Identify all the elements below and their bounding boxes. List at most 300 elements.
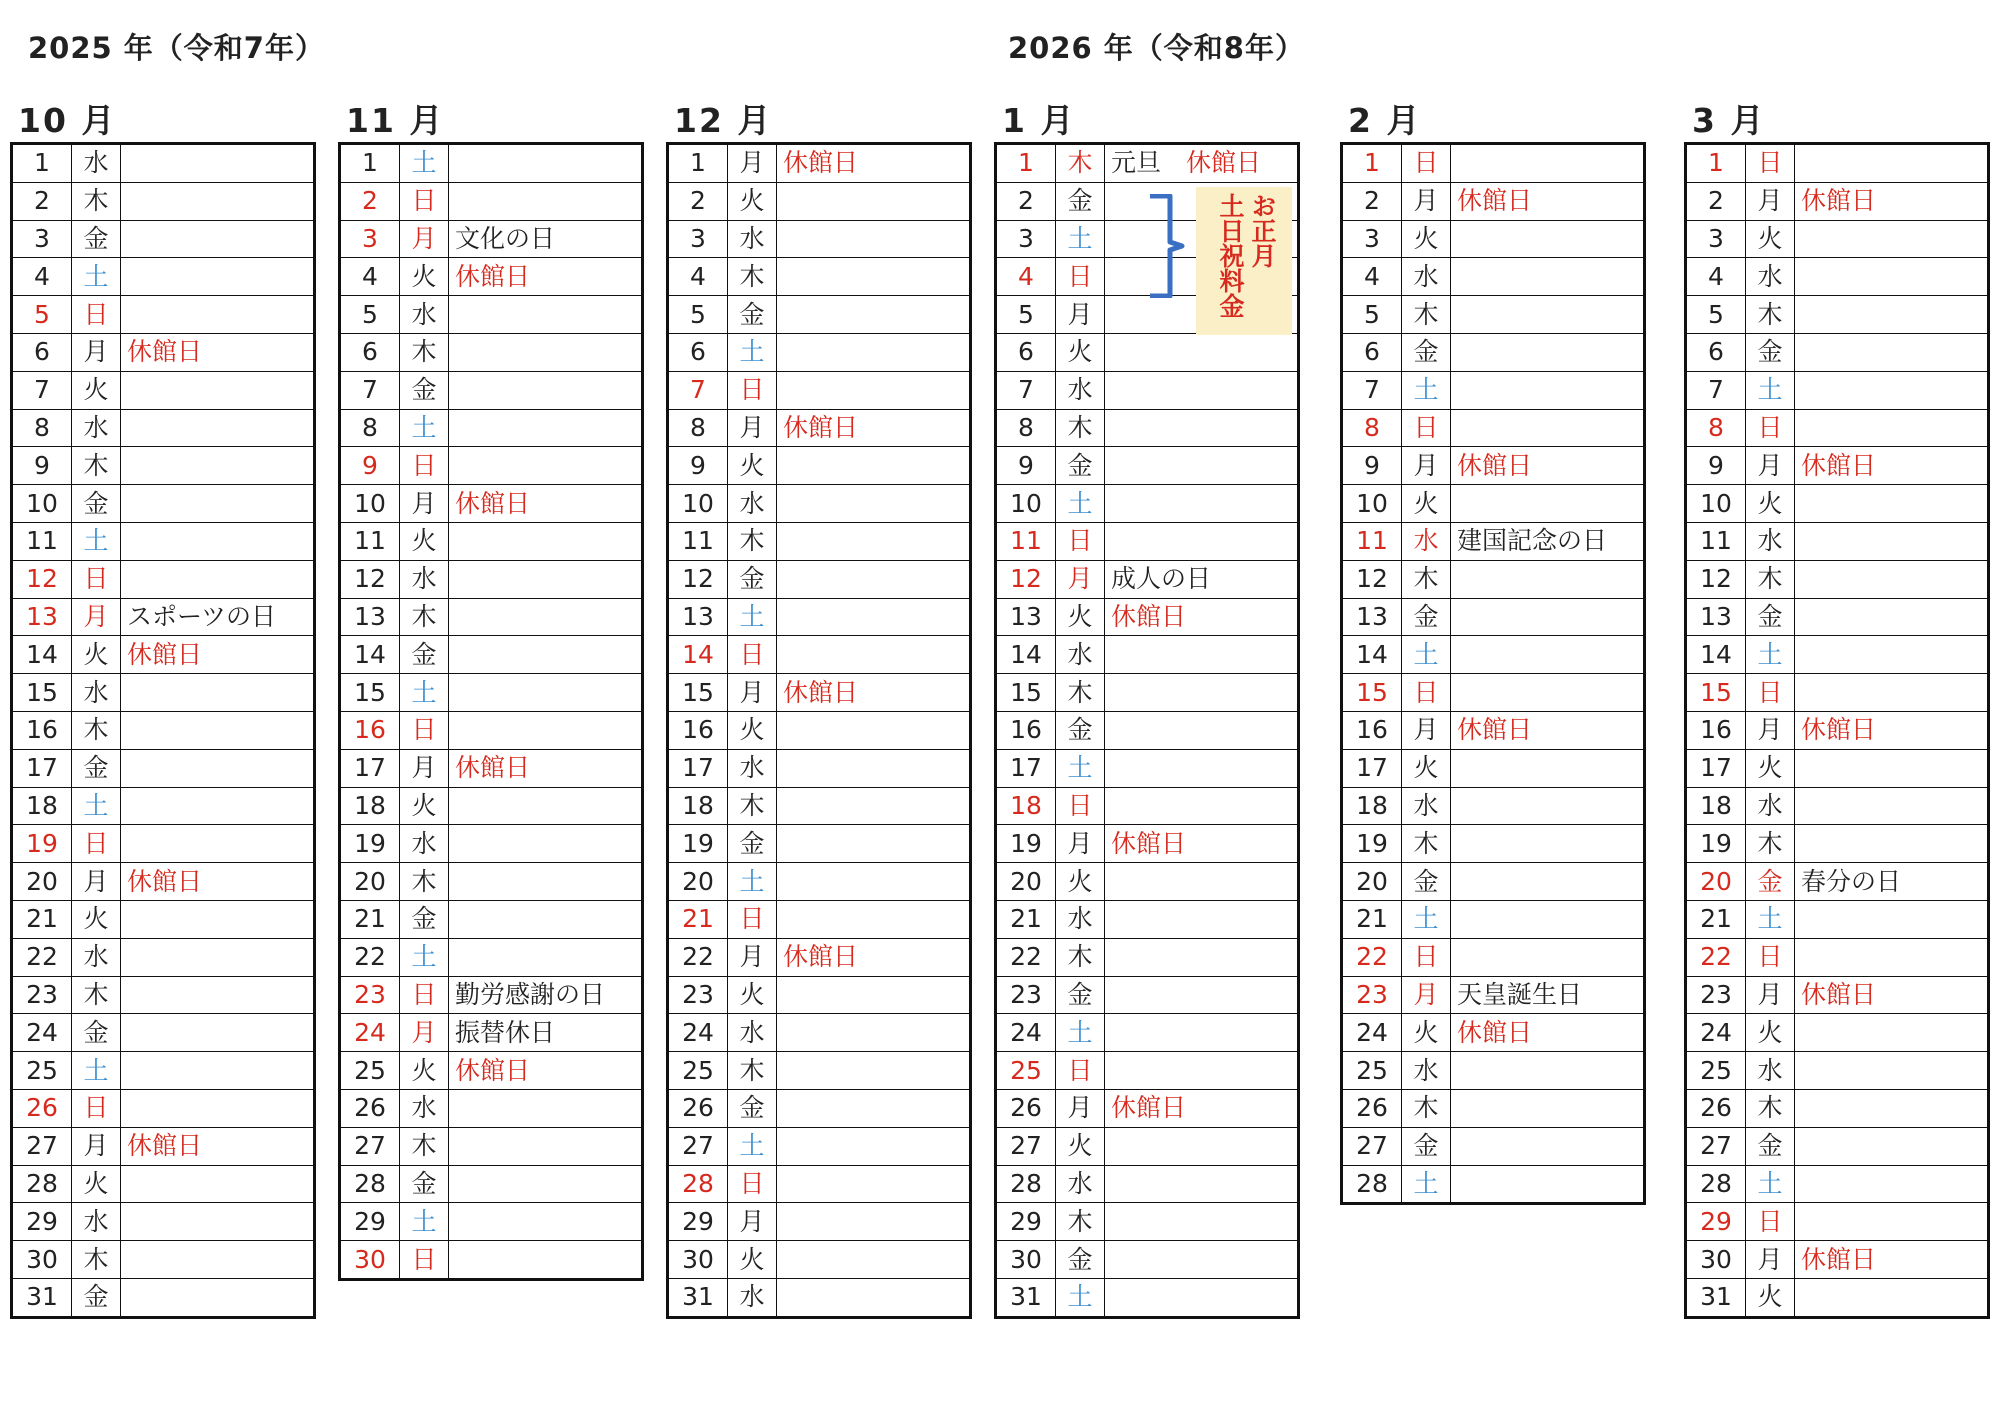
note-cell	[777, 1089, 971, 1127]
weekday-cell: 金	[1746, 1127, 1795, 1165]
note-cell	[777, 749, 971, 787]
note-cell: 休館日	[121, 636, 315, 674]
weekday-cell: 日	[1746, 674, 1795, 712]
note-cell	[777, 1203, 971, 1241]
weekday-cell: 金	[400, 1165, 449, 1203]
table-row	[12, 296, 315, 334]
weekday-cell: 金	[72, 749, 121, 787]
note-cell	[1105, 1278, 1299, 1317]
note-cell	[1451, 220, 1645, 258]
table-row	[668, 1127, 971, 1165]
weekday-cell: 土	[72, 522, 121, 560]
note-cell	[777, 1052, 971, 1090]
weekday-cell: 月	[1056, 296, 1105, 334]
note-cell	[449, 598, 643, 636]
note-cell	[777, 371, 971, 409]
table-row	[1342, 144, 1645, 183]
table-row	[1342, 447, 1645, 485]
note-cell	[121, 258, 315, 296]
month-title: 12 月	[674, 101, 773, 140]
shogatsu-note	[1196, 187, 1292, 335]
weekday-cell: 日	[728, 1165, 777, 1203]
note-cell	[1795, 825, 1989, 863]
date-cell: 11	[340, 522, 400, 560]
table-row	[340, 976, 643, 1014]
table-row	[996, 333, 1299, 371]
weekday-cell: 火	[1402, 749, 1451, 787]
table-row	[340, 1165, 643, 1203]
weekday-cell: 火	[728, 976, 777, 1014]
note-cell	[449, 1203, 643, 1241]
date-cell: 6	[1686, 333, 1746, 371]
table-row	[1686, 1089, 1989, 1127]
date-cell: 14	[996, 636, 1056, 674]
date-cell: 10	[996, 485, 1056, 523]
weekday-cell: 水	[728, 485, 777, 523]
note-cell: 休館日	[1451, 182, 1645, 220]
note-cell	[449, 371, 643, 409]
note-cell	[121, 144, 315, 183]
table-row	[996, 674, 1299, 712]
weekday-cell: 月	[72, 1127, 121, 1165]
note-cell	[1105, 711, 1299, 749]
weekday-cell: 金	[72, 220, 121, 258]
date-cell: 4	[340, 258, 400, 296]
note-cell	[777, 825, 971, 863]
table-row	[1342, 522, 1645, 560]
note-cell	[1451, 863, 1645, 901]
shogatsu-line2: 土日祝料金	[1216, 193, 1245, 318]
date-cell: 6	[1342, 333, 1402, 371]
date-cell: 20	[996, 863, 1056, 901]
note-cell	[1105, 674, 1299, 712]
weekday-cell: 金	[1402, 598, 1451, 636]
month-title: 1 月	[1002, 101, 1076, 140]
note-cell	[121, 825, 315, 863]
table-row	[668, 674, 971, 712]
weekday-cell: 月	[1402, 711, 1451, 749]
table-row	[996, 863, 1299, 901]
date-cell: 30	[996, 1241, 1056, 1279]
note-cell	[1105, 409, 1299, 447]
date-cell: 1	[340, 144, 400, 183]
weekday-cell: 日	[728, 636, 777, 674]
date-cell: 15	[340, 674, 400, 712]
note-cell	[1795, 258, 1989, 296]
note-cell	[449, 144, 643, 183]
date-cell: 21	[668, 900, 728, 938]
note-cell	[121, 674, 315, 712]
table-row	[12, 333, 315, 371]
table-row	[1686, 976, 1989, 1014]
date-cell: 12	[12, 560, 72, 598]
date-cell: 3	[340, 220, 400, 258]
date-cell: 16	[668, 711, 728, 749]
date-cell: 16	[996, 711, 1056, 749]
weekday-cell: 金	[1746, 333, 1795, 371]
note-cell	[449, 522, 643, 560]
date-cell: 27	[12, 1127, 72, 1165]
table-row	[668, 863, 971, 901]
weekday-cell: 木	[72, 1241, 121, 1279]
weekday-cell: 水	[72, 1203, 121, 1241]
weekday-cell: 日	[400, 711, 449, 749]
weekday-cell: 土	[400, 938, 449, 976]
note-cell	[121, 182, 315, 220]
weekday-cell: 水	[1402, 1052, 1451, 1090]
table-row	[340, 711, 643, 749]
note-cell	[121, 1014, 315, 1052]
date-cell: 23	[1342, 976, 1402, 1014]
date-cell: 2	[12, 182, 72, 220]
table-row	[1686, 220, 1989, 258]
table-row	[668, 976, 971, 1014]
table-row	[1342, 976, 1645, 1014]
date-cell: 19	[1342, 825, 1402, 863]
table-row	[12, 1089, 315, 1127]
note-cell	[1451, 938, 1645, 976]
weekday-cell: 土	[400, 144, 449, 183]
date-cell: 31	[996, 1278, 1056, 1317]
weekday-cell: 火	[400, 1052, 449, 1090]
table-row	[340, 560, 643, 598]
weekday-cell: 日	[1746, 409, 1795, 447]
weekday-cell: 日	[1056, 258, 1105, 296]
date-cell: 30	[12, 1241, 72, 1279]
table-row	[996, 636, 1299, 674]
note-cell	[121, 447, 315, 485]
table-row	[340, 371, 643, 409]
date-cell: 2	[1686, 182, 1746, 220]
date-cell: 8	[668, 409, 728, 447]
note-cell	[1795, 749, 1989, 787]
note-cell	[1105, 447, 1299, 485]
table-row	[668, 144, 971, 183]
date-cell: 26	[1686, 1089, 1746, 1127]
table-row	[12, 863, 315, 901]
note-cell	[1105, 636, 1299, 674]
table-row	[12, 976, 315, 1014]
weekday-cell: 日	[72, 825, 121, 863]
weekday-cell: 木	[1746, 825, 1795, 863]
weekday-cell: 日	[400, 1241, 449, 1280]
date-cell: 25	[12, 1052, 72, 1090]
weekday-cell: 火	[72, 636, 121, 674]
table-row	[340, 863, 643, 901]
weekday-cell: 火	[72, 371, 121, 409]
date-cell: 23	[1686, 976, 1746, 1014]
date-cell: 15	[1686, 674, 1746, 712]
note-cell	[1795, 1127, 1989, 1165]
date-cell: 28	[996, 1165, 1056, 1203]
note-cell: 休館日	[449, 1052, 643, 1090]
date-cell: 1	[996, 144, 1056, 183]
weekday-cell: 木	[72, 711, 121, 749]
date-cell: 25	[1686, 1052, 1746, 1090]
table-row	[668, 749, 971, 787]
date-cell: 22	[1686, 938, 1746, 976]
date-cell: 15	[996, 674, 1056, 712]
note-cell	[1795, 296, 1989, 334]
weekday-cell: 土	[1746, 371, 1795, 409]
date-cell: 9	[340, 447, 400, 485]
month-title: 11 月	[346, 101, 445, 140]
note-cell	[1105, 333, 1299, 371]
month-title: 10 月	[18, 101, 117, 140]
date-cell: 26	[668, 1089, 728, 1127]
table-row	[668, 296, 971, 334]
date-cell: 13	[340, 598, 400, 636]
date-cell: 30	[668, 1241, 728, 1279]
note-cell	[449, 1089, 643, 1127]
date-cell: 7	[668, 371, 728, 409]
note-cell: 天皇誕生日	[1451, 976, 1645, 1014]
weekday-cell: 水	[72, 674, 121, 712]
weekday-cell: 土	[1746, 900, 1795, 938]
note-cell: 休館日	[1795, 182, 1989, 220]
weekday-cell: 日	[1746, 144, 1795, 183]
table-row	[12, 636, 315, 674]
note-cell	[1795, 1278, 1989, 1317]
weekday-cell: 水	[1056, 636, 1105, 674]
weekday-cell: 土	[400, 674, 449, 712]
weekday-cell: 日	[1746, 938, 1795, 976]
date-cell: 8	[1342, 409, 1402, 447]
table-row	[1342, 182, 1645, 220]
date-cell: 14	[668, 636, 728, 674]
weekday-cell: 木	[728, 258, 777, 296]
table-row	[12, 1165, 315, 1203]
note-cell: 文化の日	[449, 220, 643, 258]
note-cell: 建国記念の日	[1451, 522, 1645, 560]
weekday-cell: 火	[1402, 1014, 1451, 1052]
weekday-cell: 木	[1746, 560, 1795, 598]
note-cell	[1105, 1052, 1299, 1090]
note-cell	[777, 485, 971, 523]
note-cell	[449, 900, 643, 938]
note-cell	[1451, 485, 1645, 523]
date-cell: 3	[668, 220, 728, 258]
date-cell: 27	[340, 1127, 400, 1165]
date-cell: 4	[1686, 258, 1746, 296]
note-cell	[449, 863, 643, 901]
table-row	[1342, 711, 1645, 749]
note-cell	[121, 1089, 315, 1127]
table-row	[1686, 1165, 1989, 1203]
table-row	[1342, 560, 1645, 598]
date-cell: 9	[996, 447, 1056, 485]
month-table	[10, 142, 316, 1319]
date-cell: 3	[1686, 220, 1746, 258]
date-cell: 1	[668, 144, 728, 183]
table-row	[996, 1014, 1299, 1052]
note-cell	[449, 1127, 643, 1165]
table-row	[668, 1165, 971, 1203]
weekday-cell: 水	[1746, 258, 1795, 296]
note-cell	[121, 1165, 315, 1203]
table-row	[340, 522, 643, 560]
date-cell: 30	[340, 1241, 400, 1280]
date-cell: 10	[1686, 485, 1746, 523]
weekday-cell: 月	[72, 863, 121, 901]
weekday-cell: 木	[1402, 825, 1451, 863]
weekday-cell: 火	[1746, 1278, 1795, 1317]
date-cell: 18	[12, 787, 72, 825]
table-row	[1686, 333, 1989, 371]
weekday-cell: 金	[1746, 863, 1795, 901]
table-row	[340, 674, 643, 712]
table-row	[12, 1278, 315, 1317]
date-cell: 24	[340, 1014, 400, 1052]
note-cell: 休館日	[777, 674, 971, 712]
note-cell: 春分の日	[1795, 863, 1989, 901]
note-cell	[1451, 560, 1645, 598]
date-cell: 13	[1686, 598, 1746, 636]
table-row	[12, 598, 315, 636]
weekday-cell: 火	[728, 447, 777, 485]
table-row	[340, 1014, 643, 1052]
table-row	[996, 1052, 1299, 1090]
weekday-cell: 土	[400, 1203, 449, 1241]
weekday-cell: 月	[1056, 560, 1105, 598]
table-row	[996, 1278, 1299, 1317]
table-row	[340, 1089, 643, 1127]
month-6	[1684, 100, 1990, 1319]
weekday-cell: 木	[1402, 1089, 1451, 1127]
weekday-cell: 木	[400, 333, 449, 371]
note-cell	[1105, 371, 1299, 409]
date-cell: 4	[1342, 258, 1402, 296]
table-row	[1686, 144, 1989, 183]
note-cell: 休館日	[1451, 711, 1645, 749]
note-cell	[449, 787, 643, 825]
weekday-cell: 土	[728, 598, 777, 636]
weekday-cell: 木	[1746, 1089, 1795, 1127]
note-cell	[1795, 598, 1989, 636]
weekday-cell: 土	[1402, 1165, 1451, 1204]
date-cell: 20	[1686, 863, 1746, 901]
closed-label: 休館日	[1161, 148, 1262, 178]
month-title: 3 月	[1692, 101, 1766, 140]
table-row	[12, 787, 315, 825]
note-cell	[1795, 1014, 1989, 1052]
note-cell	[1795, 560, 1989, 598]
weekday-cell: 土	[728, 333, 777, 371]
note-cell	[121, 409, 315, 447]
table-row	[1686, 636, 1989, 674]
table-row	[1686, 371, 1989, 409]
month-title: 2 月	[1348, 101, 1422, 140]
table-row	[1342, 333, 1645, 371]
date-cell: 26	[340, 1089, 400, 1127]
date-cell: 25	[668, 1052, 728, 1090]
date-cell: 14	[1342, 636, 1402, 674]
month-3	[666, 100, 972, 1319]
note-cell	[121, 749, 315, 787]
note-cell	[449, 711, 643, 749]
weekday-cell: 日	[1746, 1203, 1795, 1241]
weekday-cell: 日	[400, 447, 449, 485]
date-cell: 25	[996, 1052, 1056, 1090]
date-cell: 19	[668, 825, 728, 863]
table-row	[1686, 485, 1989, 523]
table-row	[668, 409, 971, 447]
table-row	[1686, 1052, 1989, 1090]
date-cell: 11	[1686, 522, 1746, 560]
date-cell: 24	[1342, 1014, 1402, 1052]
note-cell	[121, 371, 315, 409]
weekday-cell: 金	[1746, 598, 1795, 636]
date-cell: 13	[996, 598, 1056, 636]
weekday-cell: 水	[1746, 1052, 1795, 1090]
note-cell	[121, 938, 315, 976]
weekday-cell: 土	[1056, 1014, 1105, 1052]
table-row	[1342, 296, 1645, 334]
weekday-cell: 木	[72, 976, 121, 1014]
note-cell	[449, 296, 643, 334]
note-cell	[121, 976, 315, 1014]
weekday-cell: 金	[400, 371, 449, 409]
note-cell: 振替休日	[449, 1014, 643, 1052]
weekday-cell: 火	[1056, 863, 1105, 901]
date-cell: 9	[668, 447, 728, 485]
note-cell	[1451, 296, 1645, 334]
date-cell: 8	[12, 409, 72, 447]
date-cell: 31	[12, 1278, 72, 1317]
date-cell: 2	[668, 182, 728, 220]
date-cell: 9	[1342, 447, 1402, 485]
date-cell: 3	[996, 220, 1056, 258]
date-cell: 20	[668, 863, 728, 901]
date-cell: 16	[12, 711, 72, 749]
date-cell: 13	[668, 598, 728, 636]
date-cell: 7	[1686, 371, 1746, 409]
date-cell: 17	[340, 749, 400, 787]
note-cell	[121, 1241, 315, 1279]
table-row	[1342, 900, 1645, 938]
weekday-cell: 火	[1746, 1014, 1795, 1052]
date-cell: 2	[1342, 182, 1402, 220]
note-cell	[121, 560, 315, 598]
weekday-cell: 月	[1746, 1241, 1795, 1279]
note-cell	[1451, 371, 1645, 409]
table-row	[1686, 182, 1989, 220]
weekday-cell: 土	[1056, 1278, 1105, 1317]
note-cell	[121, 1203, 315, 1241]
date-cell: 8	[996, 409, 1056, 447]
weekday-cell: 土	[1056, 749, 1105, 787]
note-cell	[1105, 749, 1299, 787]
weekday-cell: 日	[400, 976, 449, 1014]
date-cell: 9	[1686, 447, 1746, 485]
year-title-2026: 2026 年（令和8年）	[1008, 31, 1305, 65]
note-cell	[1795, 333, 1989, 371]
table-row	[340, 258, 643, 296]
table-row	[340, 296, 643, 334]
table-row	[996, 900, 1299, 938]
weekday-cell: 金	[1402, 1127, 1451, 1165]
note-cell	[777, 182, 971, 220]
table-row	[996, 447, 1299, 485]
holiday-name: 元旦	[1111, 148, 1162, 178]
weekday-cell: 金	[72, 1278, 121, 1317]
table-row	[12, 1203, 315, 1241]
weekday-cell: 金	[72, 1014, 121, 1052]
table-row	[1342, 409, 1645, 447]
date-cell: 18	[1686, 787, 1746, 825]
table-row	[1686, 900, 1989, 938]
weekday-cell: 木	[1746, 296, 1795, 334]
